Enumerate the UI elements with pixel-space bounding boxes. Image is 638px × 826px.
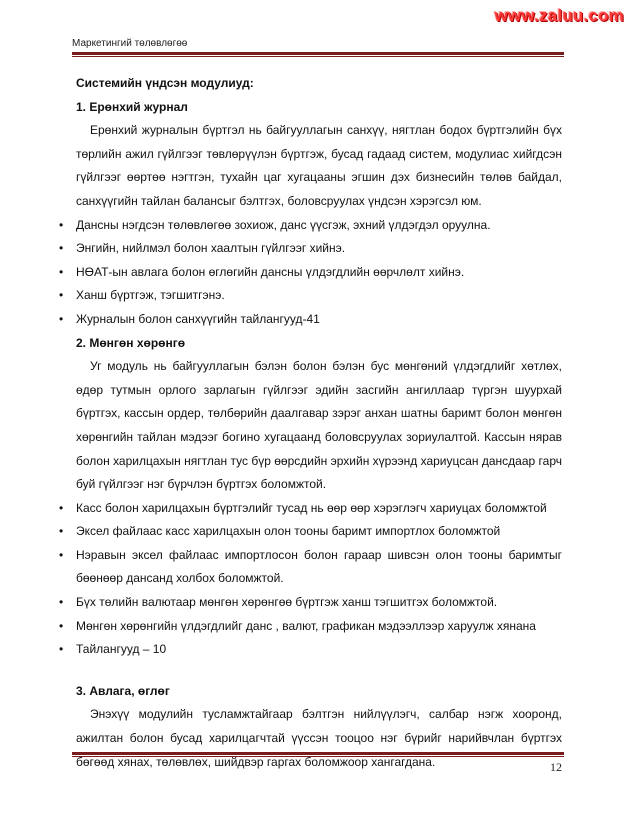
bullet-icon: • [59,264,64,279]
footer-rule [72,752,564,757]
bullet-icon: • [59,241,64,256]
bullet-list [59,214,562,332]
list-item: • Ханш бүртгэж, тэгшитгэнэ. [76,284,562,308]
section-paragraph: Уг модуль нь байгууллагын бэлэн болон бэлэн бус мөнгөний үлдэгдлийг хөтлөх, өдөр тутмын орлого зарлагын гүйлгээг эдийн засгийн ангиллаар түргэн шуурхай бүртгэх, кассын ордер, төлбөрийн даалгавар зэрэг анхан шатны баримт болон мөнгөн хөрөнгийн тайлан мэдээг богино хугацаанд боловсруулах зориулалтой. Кассын нярав болон харилцахын нягтлан тус бүр өөрсдийн эрхийн хүрээнд хариуцсан дансдаар гарч буй гүйлгээг нэг бүрчлэн бүртгэх боломжтой. [76,359,562,492]
section-heading: 1. Ерөнхий журнал [76,99,188,114]
section-cash [59,332,562,662]
bullet-icon: • [59,288,64,303]
list-item: • Мөнгөн хөрөнгийн үлдэгдлийг данс , валют, графикан мэдээллээр харуулж хянана [76,615,562,639]
header-title: Маркетингий төлөвлөгөө [72,38,188,49]
bullet-icon: • [59,618,64,633]
bullet-icon: • [59,642,64,657]
list-item: • Эксел файлаас касс харилцахын олон тооны баримт импортлох боломжтой [76,520,562,544]
list-item: • Дансны нэгдсэн төлөвлөгөө зохиож, данс үүсгэж, эхний үлдэгдэл оруулна. [76,214,562,238]
section-heading: 2. Мөнгөн хөрөнгө [76,335,186,350]
bullet-icon: • [59,500,64,515]
list-item: • Тайлангууд – 10 [76,638,562,662]
list-item: • Нэравын эксел файлаас импортлосон болон гараар шивсэн олон тооны баримтыг бөөнөөр дансанд холбох боломжтой. [76,544,562,591]
bullet-icon: • [59,311,64,326]
list-item: • Касс болон харилцахын бүртгэлийг тусад нь өөр өөр хэрэглэгч хариуцах боломжтой [76,497,562,521]
section-general-journal [59,96,562,332]
site-watermark: www.zaluu.com [494,6,624,25]
section-receivables-payables [76,680,562,774]
header-rule [72,52,564,57]
list-item: • Бүх төлийн валютаар мөнгөн хөрөнгөө бүртгэж ханш тэгшитгэх боломжтой. [76,591,562,615]
bullet-list [59,497,562,662]
page-number: 12 [550,760,562,774]
bullet-icon: • [59,524,64,539]
section-heading: 3. Авлага, өглөг [76,683,170,698]
main-heading: Системийн үндсэн модулиуд: [76,76,254,90]
section-paragraph: Энэхүү модулийн тусламжтайгаар бэлтгэн нийлүүлэгч, салбар нэгж хооронд, ажилтан болон бусад харилцагчтай үүссэн тооцоо нэг бүрийг нарийвчлан бүртгэх бөгөөд хянах, төлөвлөх, шийдвэр гаргах боломжоор хангагдана. [76,707,562,769]
bullet-icon: • [59,217,64,232]
list-item: • Журналын болон санхүүгийн тайлангууд-41 [76,308,562,332]
list-item: • НӨАТ-ын авлага болон өглөгийн дансны үлдэгдлийн өөрчлөлт хийнэ. [76,261,562,285]
document-body [59,72,562,774]
list-item: • Энгийн, нийлмэл болон хаалтын гүйлгээг хийнэ. [76,237,562,261]
bullet-icon: • [59,547,64,562]
bullet-icon: • [59,595,64,610]
section-paragraph: Ерөнхий журналын бүртгэл нь байгууллагын санхүү, нягтлан бодох бүртгэлийн бүх төрлийн ажил гүйлгээг төвлөрүүлэн бүртгэж, бусад гадаад систем, модулиас хийгдсэн гүйлгээг өөртөө нэгтгэн, тухайн цаг хугацааны эгшин дэх бизнесийн төлөв байдал, санхүүгийн тайлан балансыг бэлтгэх, боловсруулах үндсэн хэрэгсэл юм. [76,123,562,208]
